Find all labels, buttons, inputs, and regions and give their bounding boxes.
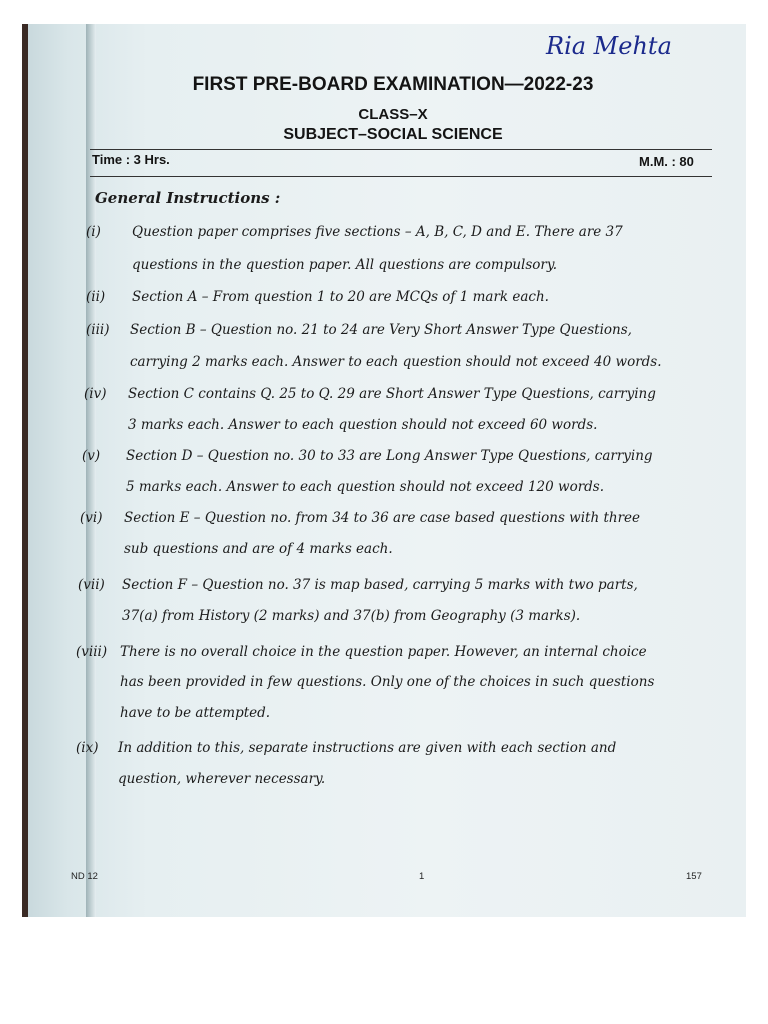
instruction-line: Section A – From question 1 to 20 are MCQs of 1 mark each. [132,289,549,305]
instruction-line: There is no overall choice in the question paper. However, an internal choice [120,644,647,660]
header-rule-top [90,149,712,150]
instruction-number: (v) [82,448,101,464]
header-rule-bottom [90,176,712,177]
instruction-number: (vii) [78,577,105,593]
subject-label: SUBJECT–SOCIAL SCIENCE [283,126,503,143]
instruction-line: Section B – Question no. 21 to 24 are Very Short Answer Type Questions, [130,322,632,338]
instruction-number: (viii) [76,644,108,660]
instruction-number: (iii) [86,322,110,338]
instruction-line: Section F – Question no. 37 is map based, carrying 5 marks with two parts, [122,577,638,593]
class-label: CLASS–X [358,106,428,123]
instruction-line: Section E – Question no. from 34 to 36 are case based questions with three [124,510,641,526]
instruction-number: (ix) [76,740,99,756]
document-photo [22,24,746,917]
instruction-line: Section C contains Q. 25 to Q. 29 are Short Answer Type Questions, carrying [128,386,656,402]
instruction-number: (ii) [86,289,106,305]
instruction-line: question, wherever necessary. [118,771,326,787]
footer-code: ND 12 [71,871,98,882]
instruction-line: Question paper comprises five sections – A, B, C, D and E. There are 37 [132,224,623,240]
instruction-line: carrying 2 marks each. Answer to each question should not exceed 40 words. [130,354,662,370]
instruction-line: 37(a) from History (2 marks) and 37(b) from Geography (3 marks). [122,608,581,624]
instruction-line: Section D – Question no. 30 to 33 are Long Answer Type Questions, carrying [126,448,653,464]
max-marks-label: M.M. : 80 [639,154,694,169]
instruction-line: 3 marks each. Answer to each question should not exceed 60 words. [128,417,598,433]
instruction-number: (iv) [84,386,107,402]
instruction-line: has been provided in few questions. Only one of the choices in such questions [120,674,655,690]
instructions-heading: General Instructions : [95,189,281,207]
instruction-line: questions in the question paper. All questions are compulsory. [132,257,557,273]
instruction-number: (i) [86,224,101,240]
instruction-line: have to be attempted. [120,705,271,721]
instruction-line: In addition to this, separate instructions are given with each section and [118,740,617,756]
time-label: Time : 3 Hrs. [92,152,170,167]
instruction-line: sub questions and are of 4 marks each. [124,541,393,557]
instruction-number: (vi) [80,510,103,526]
exam-paper [28,24,746,917]
handwritten-name: Ria Mehta [546,32,672,60]
exam-title: FIRST PRE-BOARD EXAMINATION—2022-23 [192,74,594,95]
footer-page-number: 1 [419,871,425,882]
footer-right-number: 157 [686,871,702,882]
instruction-line: 5 marks each. Answer to each question should not exceed 120 words. [126,479,605,495]
